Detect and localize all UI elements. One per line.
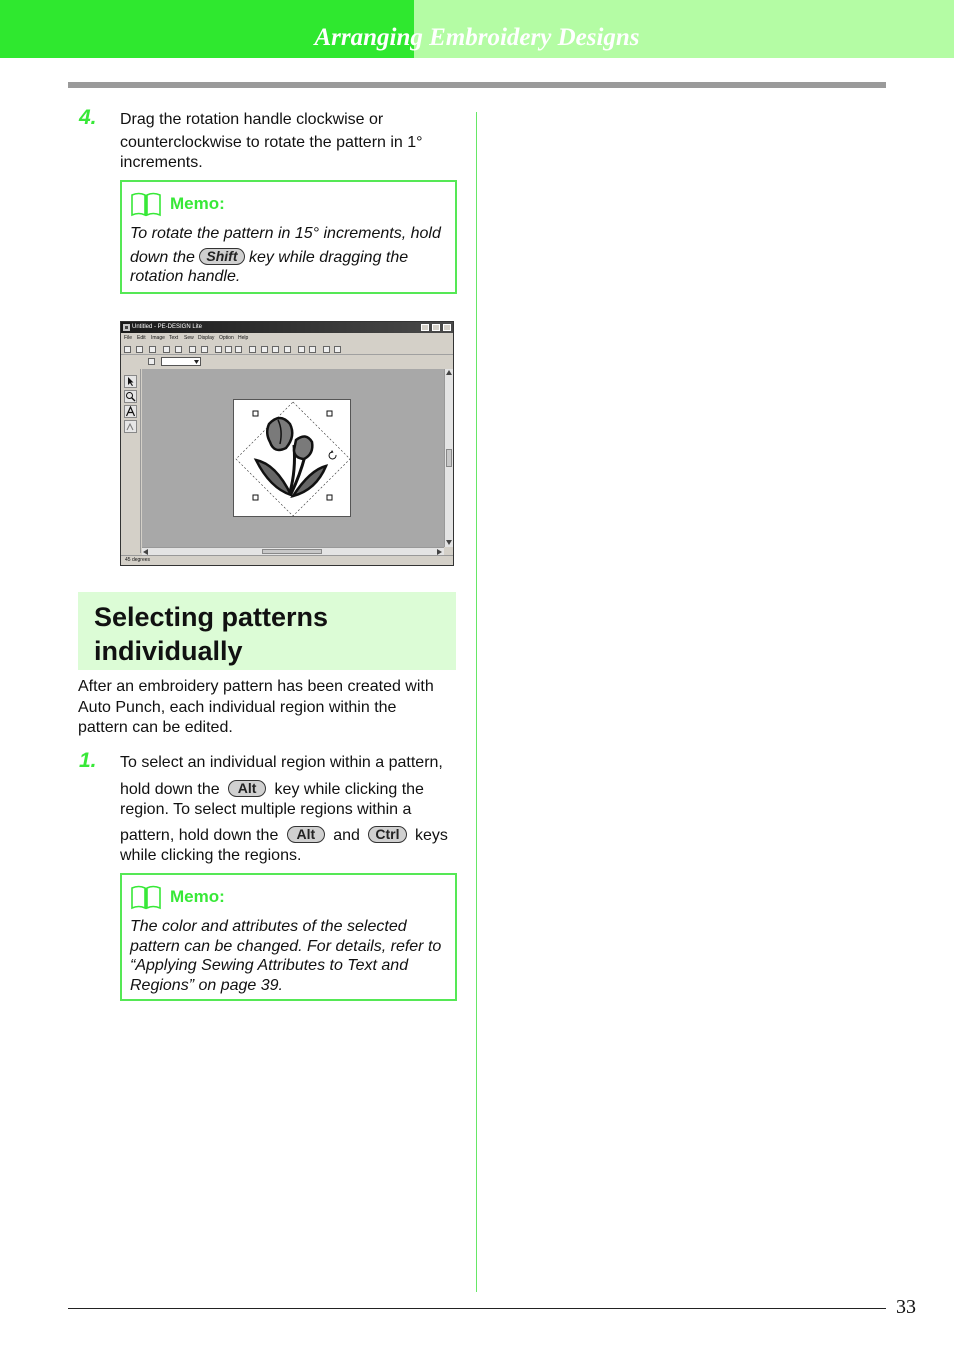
step-4-number: 4. xyxy=(79,106,97,129)
step-1-line-2-end: key while clicking the xyxy=(274,780,424,798)
column-divider xyxy=(476,112,477,1292)
header-title: Arranging Embroidery Designs xyxy=(314,24,640,51)
menu-edit[interactable]: Edit xyxy=(137,335,146,341)
new-file-icon[interactable] xyxy=(124,346,131,353)
arrow-tool-icon[interactable] xyxy=(124,375,137,388)
memo-1-label: Memo: xyxy=(170,194,225,213)
mirror-icon[interactable] xyxy=(249,346,256,353)
software-screenshot xyxy=(120,321,454,566)
memo-2-line-4: Regions” on page 39. xyxy=(130,976,283,994)
section-title-line-1: Selecting patterns xyxy=(94,602,329,632)
flip-icon[interactable] xyxy=(261,346,268,353)
step-1-line-4-and: and xyxy=(333,826,360,844)
copy-icon[interactable] xyxy=(225,346,232,353)
memo-2-line-2: pattern can be changed. For details, refer to xyxy=(130,937,442,955)
scroll-up-icon[interactable] xyxy=(446,370,452,375)
scroll-down-icon[interactable] xyxy=(446,540,452,545)
minimize-button[interactable] xyxy=(421,324,429,331)
design-canvas[interactable] xyxy=(142,369,444,547)
tool-palette xyxy=(121,369,141,553)
memo-2-line-3: “Applying Sewing Attributes to Text and xyxy=(130,957,409,974)
preview-icon[interactable] xyxy=(309,346,316,353)
tulip-pattern[interactable] xyxy=(234,400,352,518)
text-tool-icon[interactable] xyxy=(124,405,137,418)
step-4-line-2: counterclockwise to rotate the pattern in 1° xyxy=(120,133,423,151)
step-4-text xyxy=(120,110,460,174)
top-rule xyxy=(68,82,886,88)
memo-2-text xyxy=(130,917,454,995)
undo-icon[interactable] xyxy=(189,346,196,353)
step-1-line-4-end: keys xyxy=(414,826,448,844)
center-icon[interactable] xyxy=(284,346,291,353)
horizontal-scrollbar[interactable] xyxy=(142,547,444,555)
horizontal-scroll-thumb[interactable] xyxy=(262,549,322,554)
book-icon xyxy=(130,190,162,218)
step-1-line-4 xyxy=(120,826,465,847)
rotate-icon[interactable] xyxy=(272,346,279,353)
menu-image[interactable]: Image xyxy=(151,335,165,341)
intro-paragraph xyxy=(78,677,458,739)
step-1-line-4-start: pattern, hold down the xyxy=(120,826,279,844)
vertical-scroll-thumb[interactable] xyxy=(446,449,452,467)
ctrl-key-badge: Ctrl xyxy=(368,826,406,843)
menu-file[interactable]: File xyxy=(124,335,133,341)
open-file-icon[interactable] xyxy=(136,346,143,353)
status-text: 45 degrees xyxy=(125,557,151,563)
attribute-combo[interactable] xyxy=(161,357,201,366)
memo-2-label: Memo: xyxy=(170,887,225,906)
cut-icon[interactable] xyxy=(215,346,222,353)
import-icon[interactable] xyxy=(149,346,156,353)
save-icon[interactable] xyxy=(163,346,170,353)
properties-icon[interactable] xyxy=(334,346,341,353)
intro-line-1: After an embroidery pattern has been created with xyxy=(78,678,434,695)
chevron-down-icon xyxy=(194,360,199,364)
step-1-line-1: To select an individual region within a pattern, xyxy=(120,754,443,771)
menu-help[interactable]: Help xyxy=(238,335,249,341)
section-heading-box xyxy=(78,592,456,670)
print-icon[interactable] xyxy=(175,346,182,353)
step-1-line-2-start: hold down the xyxy=(120,780,220,798)
step-4-line-3: increments. xyxy=(120,154,203,171)
memo-1-line-3: rotation handle. xyxy=(130,268,241,285)
alt-key-badge: Alt xyxy=(228,780,266,797)
screenshot-toolbar xyxy=(121,344,453,355)
section-title-line-2: individually xyxy=(94,636,243,666)
memo-1-line-2 xyxy=(130,248,452,268)
paste-icon[interactable] xyxy=(235,346,242,353)
sew-tool-icon[interactable] xyxy=(124,420,137,433)
design-page xyxy=(233,399,351,517)
memo-1-line-2-start: down the xyxy=(130,248,195,266)
memo-box-2 xyxy=(120,873,457,1001)
step-1-line-5: while clicking the regions. xyxy=(120,847,302,864)
color-icon[interactable] xyxy=(148,358,155,365)
send-icon[interactable] xyxy=(323,346,330,353)
section-title xyxy=(94,600,328,668)
app-icon xyxy=(123,324,130,331)
shift-key-badge: Shift xyxy=(199,248,244,265)
layout-icon[interactable] xyxy=(298,346,305,353)
intro-line-3: pattern can be edited. xyxy=(78,719,233,736)
close-button[interactable] xyxy=(443,324,451,331)
memo-1-line-1: To rotate the pattern in 15° increments, hold xyxy=(130,225,441,242)
screenshot-title: Untitled - PE-DESIGN Lite xyxy=(132,324,203,330)
menu-display[interactable]: Display xyxy=(198,335,215,341)
menu-option[interactable]: Option xyxy=(219,335,234,341)
menu-text[interactable]: Text xyxy=(169,335,179,341)
screenshot-toolbar-2 xyxy=(121,356,453,367)
memo-1-text xyxy=(130,224,452,287)
menu-sew[interactable]: Sew xyxy=(184,335,194,341)
screenshot-titlebar xyxy=(121,322,453,333)
step-1-line-3: region. To select multiple regions within a xyxy=(120,801,412,818)
step-1-number: 1. xyxy=(79,749,97,772)
bottom-rule xyxy=(68,1308,886,1309)
zoom-tool-icon[interactable] xyxy=(124,390,137,403)
redo-icon[interactable] xyxy=(201,346,208,353)
page-number: 33 xyxy=(896,1296,916,1318)
screenshot-statusbar xyxy=(121,555,453,565)
step-1-text xyxy=(120,753,465,867)
page-header xyxy=(0,0,954,58)
intro-line-2: Auto Punch, each individual region within the xyxy=(78,698,397,716)
book-icon xyxy=(130,883,162,911)
memo-1-line-2-end: key while dragging the xyxy=(248,248,409,266)
memo-2-line-1: The color and attributes of the selected xyxy=(130,918,407,935)
screenshot-menubar xyxy=(121,334,453,343)
step-4-line-1: Drag the rotation handle clockwise or xyxy=(120,111,384,128)
memo-box-1 xyxy=(120,180,457,294)
vertical-scrollbar[interactable] xyxy=(444,369,453,547)
step-1-line-2 xyxy=(120,780,465,801)
alt-key-badge-2: Alt xyxy=(287,826,325,843)
maximize-button[interactable] xyxy=(432,324,440,331)
